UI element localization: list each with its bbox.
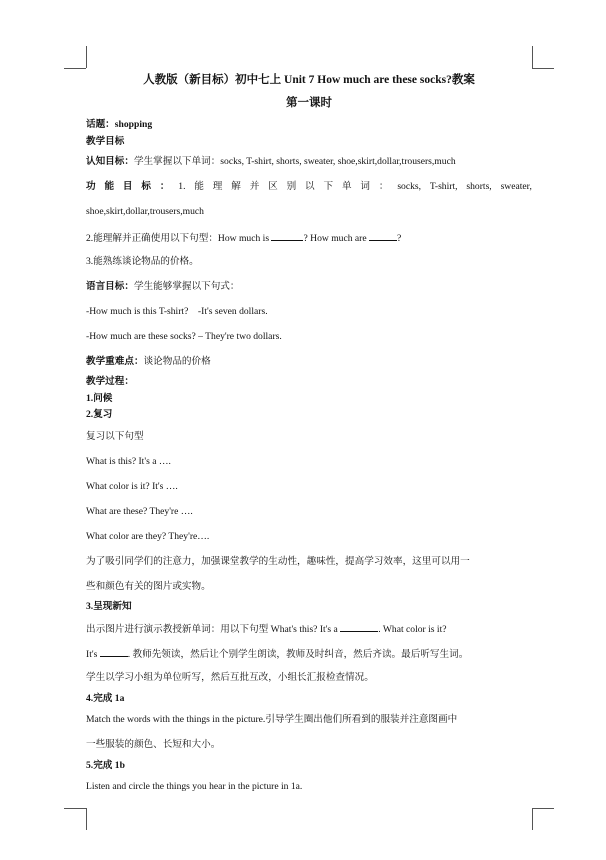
crop-mark-top-right-h: [532, 68, 554, 69]
functional-part: 下: [323, 181, 334, 192]
focus-line: [86, 356, 211, 368]
step-5-heading: 5.完成 1b: [86, 760, 125, 771]
document-title: 人教版（新目标）初中七上 Unit 7 How much are these socks?教案: [143, 74, 475, 86]
focus-label: 教学重难点：: [86, 356, 144, 367]
functional-part: T-shirt,: [429, 181, 458, 192]
crop-mark-top-right-v: [532, 46, 533, 68]
step-4-text-en: Match the words with the things in the picture.: [86, 714, 266, 725]
language-label: 语言目标：: [86, 281, 134, 292]
step-3-text-a: 出示图片进行演示教授新单词：用以下句型 What's this? It's a: [86, 624, 338, 635]
step-3-line2: [86, 647, 468, 661]
language-example-1: -How much is this T-shirt? -It's seven dollars.: [86, 306, 268, 317]
step-5-line1: Listen and circle the things you hear in the picture in 1a.: [86, 781, 303, 792]
cognitive-text: 学生掌握以下单词：socks, T-shirt, shorts, sweater, shoe,skirt,dollar,trousers,much: [133, 156, 456, 167]
functional-part: 单: [341, 181, 352, 192]
item2-text-b: ? How much are: [303, 233, 367, 244]
functional-part: socks,: [397, 181, 422, 192]
functional-item-3: 3.能熟练谈论物品的价格。: [86, 256, 199, 267]
functional-part: 能: [194, 181, 204, 192]
crop-mark-bottom-right-h: [532, 808, 554, 809]
blank-line: [369, 231, 397, 241]
functional-label-char: 标: [141, 181, 151, 192]
functional-part: shorts,: [466, 181, 492, 192]
step-3-line1: [86, 622, 447, 636]
review-sentence: What color are they? They're….: [86, 531, 210, 542]
document-subtitle: 第一课时: [286, 97, 332, 109]
functional-item-2: [86, 231, 401, 245]
step-3-text-b: . What color is it?: [378, 624, 447, 635]
functional-objective-line1: [86, 181, 532, 193]
step-2-paragraph-line2: 些和颜色有关的图片或实物。: [86, 581, 211, 592]
functional-part: 别: [286, 181, 297, 192]
functional-label-char: 功: [86, 181, 96, 192]
step-4-heading: 4.完成 1a: [86, 693, 125, 704]
process-heading: 教学过程：: [86, 376, 134, 387]
blank-line: [100, 647, 128, 657]
step-3-heading: 3.呈现新知: [86, 601, 132, 612]
functional-part: sweater,: [500, 181, 532, 192]
step-4-line1: [86, 714, 457, 726]
step-3-text-c: It's: [86, 649, 98, 660]
functional-part: 1.: [178, 181, 186, 192]
step-2-intro: 复习以下句型: [86, 431, 144, 442]
focus-text: 谈论物品的价格: [143, 356, 211, 367]
topic-line: [86, 119, 152, 131]
functional-part: 词: [360, 181, 370, 192]
functional-part: 理: [212, 181, 223, 192]
functional-label-char: 目: [122, 181, 133, 192]
crop-mark-top-left-h: [64, 68, 86, 69]
functional-part: 区: [268, 181, 278, 192]
crop-mark-bottom-right-v: [532, 808, 533, 830]
crop-mark-bottom-left-v: [86, 808, 87, 830]
step-2-paragraph-line1: 为了吸引同学们的注意力，加强课堂教学的生动性，趣味性，提高学习效率，这里可以用一: [86, 556, 470, 567]
step-3-text-d: . 教师先领读，然后让个别学生朗读，教师及时纠音，然后齐读。最后听写生词。: [127, 649, 469, 660]
review-sentence: What are these? They're ….: [86, 506, 193, 517]
topic-value: shopping: [114, 119, 153, 130]
functional-part: 并: [249, 181, 260, 192]
crop-mark-top-left-v: [86, 46, 87, 68]
blank-line: [340, 622, 378, 632]
functional-part: 以: [305, 181, 315, 192]
item2-text-c: ?: [397, 233, 402, 244]
language-text: 学生能够掌握以下句式：: [133, 281, 240, 292]
blank-line: [271, 231, 303, 241]
functional-part: 解: [231, 181, 241, 192]
review-sentence: What color is it? It's ….: [86, 481, 178, 492]
language-objective: [86, 281, 240, 293]
review-sentence: What is this? It's a ….: [86, 456, 171, 467]
functional-label-char: ：: [159, 181, 170, 192]
language-example-2: -How much are these socks? – They're two dollars.: [86, 331, 282, 342]
cognitive-label: 认知目标：: [86, 156, 134, 167]
cognitive-objective: [86, 156, 456, 168]
step-2-heading: 2.复习: [86, 409, 113, 420]
item2-text-a: 2.能理解并正确使用以下句型：How much is: [86, 233, 270, 244]
step-3-line3: 学生以学习小组为单位听写，然后互批互改，小组长汇报检查情况。: [86, 672, 374, 683]
functional-objective-line2: shoe,skirt,dollar,trousers,much: [86, 206, 204, 217]
step-4-line2: 一些服装的颜色、长短和大小。: [86, 739, 221, 750]
topic-label: 话题：: [86, 119, 115, 130]
step-4-text-zh: 引导学生圈出他们所看到的服装并注意图画中: [265, 714, 458, 725]
crop-mark-bottom-left-h: [64, 808, 86, 809]
functional-label-char: 能: [104, 181, 115, 192]
step-1-heading: 1.问候: [86, 393, 113, 404]
objectives-heading: 教学目标: [86, 136, 125, 147]
functional-part: ：: [378, 181, 389, 192]
